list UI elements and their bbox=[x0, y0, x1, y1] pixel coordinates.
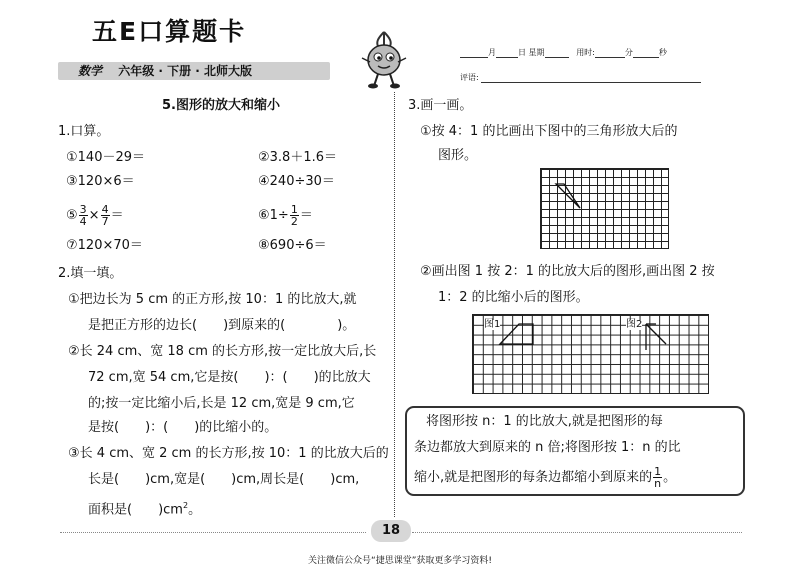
figure-2-label: 图2 bbox=[626, 319, 643, 330]
subject-label: 数学 bbox=[78, 64, 103, 78]
frac-num: 1 bbox=[654, 465, 662, 478]
fill-line-6: 是按( )：( )的比缩小的。 bbox=[88, 420, 278, 435]
day-blank[interactable] bbox=[496, 49, 518, 58]
fill-line-2: 是把正方形的边长( )到原来的( )。 bbox=[88, 318, 356, 333]
draw-q1-line-2: 图形。 bbox=[438, 148, 478, 163]
problem-6 bbox=[258, 204, 313, 227]
second-blank[interactable] bbox=[633, 49, 659, 58]
equals-sign: ＝ bbox=[299, 208, 313, 223]
time-used-label: 用时: bbox=[576, 48, 595, 57]
section3-title: 3.画一画。 bbox=[408, 98, 473, 113]
month-label: 月 bbox=[488, 48, 496, 57]
footer-rule-right bbox=[412, 532, 742, 533]
section1-title: 1.口算。 bbox=[58, 124, 110, 139]
footer-note: 关注微信公众号“捷思课堂”获取更多学习资料! bbox=[308, 556, 492, 566]
fill-line-1: ①把边长为 5 cm 的正方形,按 10：1 的比放大,就 bbox=[68, 292, 357, 307]
comment-field bbox=[460, 72, 701, 83]
problem-8: ⑧690÷6＝ bbox=[258, 238, 327, 253]
fill-line-8: 长是( )cm,宽是( )cm,周长是( )cm, bbox=[88, 472, 360, 487]
frac-den: 2 bbox=[290, 215, 298, 228]
triangle-shape bbox=[540, 168, 670, 250]
fill-line-3: ②长 24 cm、宽 18 cm 的长方形,按一定比放大后,长 bbox=[68, 344, 377, 359]
grade-bar bbox=[58, 62, 330, 80]
day-label: 日 bbox=[518, 48, 526, 57]
column-divider bbox=[394, 92, 395, 517]
note-line-3 bbox=[414, 466, 676, 489]
note-line-1: 将图形按 n：1 的比放大,就是把图形的每 bbox=[426, 414, 663, 429]
fill-line-4: 72 cm,宽 54 cm,它是按( )：( )的比放大 bbox=[88, 370, 371, 385]
month-blank[interactable] bbox=[460, 49, 488, 58]
minute-label: 分 bbox=[624, 48, 633, 57]
fraction-1-n bbox=[653, 466, 662, 489]
second-label: 秒 bbox=[658, 48, 667, 57]
figure-shapes bbox=[472, 314, 710, 395]
weekday-blank[interactable] bbox=[545, 49, 569, 58]
figure-1-trapezoid bbox=[500, 324, 533, 344]
frac-num: 4 bbox=[101, 203, 109, 216]
problem-3: ③120×6＝ bbox=[66, 174, 135, 189]
note-end: 。 bbox=[663, 470, 677, 485]
area-superscript: 2 bbox=[182, 501, 189, 510]
problem-1: ①140－29＝ bbox=[66, 150, 146, 165]
note-line-2: 条边都放大到原来的 n 倍;将图形按 1：n 的比 bbox=[414, 440, 681, 455]
frac-den: n bbox=[654, 477, 662, 490]
lesson-title: 5.图形的放大和缩小 bbox=[162, 98, 280, 113]
draw-q2-line-1: ②画出图 1 按 2：1 的比放大后的图形,画出图 2 按 bbox=[420, 264, 715, 279]
fraction-4-7 bbox=[101, 204, 110, 227]
comment-label: 评语: bbox=[460, 73, 479, 82]
grade-info: 六年级 · 下册 · 北师大版 bbox=[118, 64, 253, 78]
problem-5 bbox=[66, 204, 124, 227]
fraction-1-2 bbox=[290, 204, 299, 227]
figure-2-diagonal bbox=[646, 324, 666, 344]
mascot-icon bbox=[356, 28, 412, 90]
frac-den: 7 bbox=[101, 215, 109, 228]
problem-4: ④240÷30＝ bbox=[258, 174, 335, 189]
draw-q2-line-2: 1：2 的比缩小后的图形。 bbox=[438, 290, 589, 305]
minute-blank[interactable] bbox=[595, 49, 625, 58]
figure-1-label: 图1 bbox=[484, 319, 501, 330]
problem-5-label: ⑤ bbox=[66, 208, 78, 223]
footer-rule-left bbox=[60, 532, 366, 533]
problem-7: ⑦120×70＝ bbox=[66, 238, 143, 253]
page-number: 18 bbox=[371, 520, 411, 542]
brand-title: 五E口算题卡 bbox=[92, 17, 247, 46]
equals-sign: ＝ bbox=[110, 208, 124, 223]
fraction-3-4 bbox=[79, 204, 88, 227]
fill-line-7: ③长 4 cm、宽 2 cm 的长方形,按 10：1 的比放大后的 bbox=[68, 446, 389, 461]
frac-den: 4 bbox=[79, 215, 87, 228]
frac-num: 1 bbox=[290, 203, 298, 216]
problem-6-label: ⑥1÷ bbox=[258, 208, 289, 223]
weekday-label: 星期 bbox=[528, 48, 545, 57]
draw-q1-line-1: ①按 4：1 的比画出下图中的三角形放大后的 bbox=[420, 124, 678, 139]
area-end: 。 bbox=[188, 502, 202, 518]
comment-blank[interactable] bbox=[481, 74, 701, 83]
area-text: 面积是( )cm bbox=[88, 502, 183, 518]
frac-num: 3 bbox=[79, 203, 87, 216]
fill-line-9 bbox=[88, 498, 201, 518]
note-line-3-text: 缩小,就是把图形的每条边都缩小到原来的 bbox=[414, 470, 653, 485]
date-fields bbox=[460, 47, 667, 58]
section2-title: 2.填一填。 bbox=[58, 266, 123, 281]
problem-2: ②3.8＋1.6＝ bbox=[258, 150, 338, 165]
fill-line-5: 的;按一定比缩小后,长是 12 cm,宽是 9 cm,它 bbox=[88, 396, 355, 411]
times-sign: × bbox=[88, 208, 100, 223]
